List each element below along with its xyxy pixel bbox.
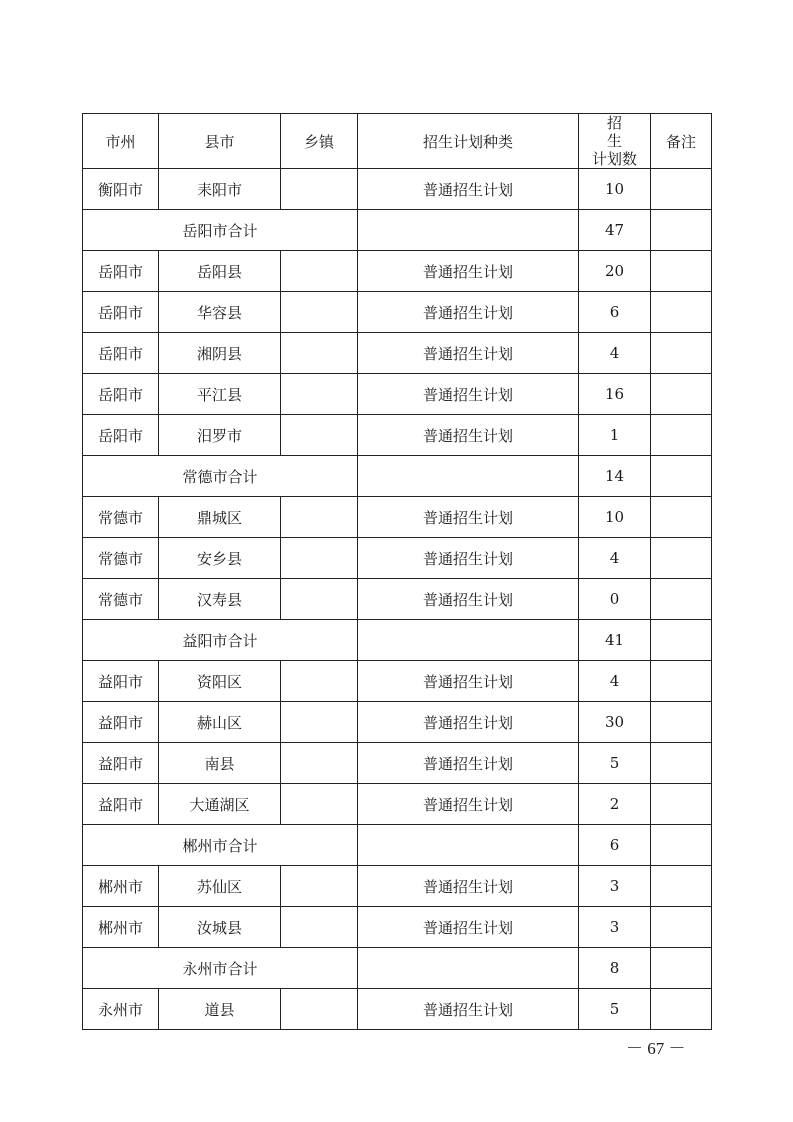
plan-type-cell: 普通招生计划: [358, 497, 579, 538]
header-plan-count-line1: 招 生: [606, 114, 636, 150]
city-cell: 益阳市: [83, 743, 159, 784]
town-cell: [281, 169, 358, 210]
county-cell: 鼎城区: [159, 497, 281, 538]
remark-cell: [651, 169, 712, 210]
subtotal-label: 郴州市合计: [83, 825, 358, 866]
county-cell: 南县: [159, 743, 281, 784]
remark-cell: [651, 497, 712, 538]
subtotal-label: 常德市合计: [83, 456, 358, 497]
header-city: 市州: [83, 114, 159, 169]
town-cell: [281, 784, 358, 825]
table-row: [83, 415, 712, 456]
table-row: [83, 579, 712, 620]
plan-count-cell: 4: [579, 333, 651, 374]
plan-type-cell: 普通招生计划: [358, 907, 579, 948]
town-cell: [281, 661, 358, 702]
plan-type-cell: 普通招生计划: [358, 784, 579, 825]
remark-cell: [651, 251, 712, 292]
county-cell: 汝城县: [159, 907, 281, 948]
plan-count-cell: 6: [579, 825, 651, 866]
remark-cell: [651, 784, 712, 825]
plan-count-cell: 10: [579, 497, 651, 538]
plan-count-cell: 5: [579, 743, 651, 784]
table-row: [83, 251, 712, 292]
plan-type-cell: 普通招生计划: [358, 743, 579, 784]
plan-type-cell: [358, 620, 579, 661]
table-row: [83, 989, 712, 1030]
remark-cell: [651, 538, 712, 579]
table-row: [83, 784, 712, 825]
plan-count-cell: 0: [579, 579, 651, 620]
remark-cell: [651, 907, 712, 948]
plan-count-cell: 3: [579, 866, 651, 907]
city-cell: 常德市: [83, 579, 159, 620]
remark-cell: [651, 333, 712, 374]
remark-cell: [651, 374, 712, 415]
town-cell: [281, 989, 358, 1030]
plan-count-cell: 30: [579, 702, 651, 743]
plan-count-cell: 14: [579, 456, 651, 497]
header-plan-count-line2: 计划数: [591, 150, 637, 168]
town-cell: [281, 538, 358, 579]
enrollment-plan-sheet: [82, 113, 711, 1030]
remark-cell: [651, 415, 712, 456]
plan-type-cell: [358, 456, 579, 497]
city-cell: 常德市: [83, 538, 159, 579]
subtotal-label: 益阳市合计: [83, 620, 358, 661]
plan-type-cell: 普通招生计划: [358, 251, 579, 292]
town-cell: [281, 374, 358, 415]
remark-cell: [651, 702, 712, 743]
page-number: － 67 －: [626, 1039, 686, 1058]
header-county: 县市: [159, 114, 281, 169]
plan-count-cell: 5: [579, 989, 651, 1030]
subtotal-row: [83, 456, 712, 497]
city-cell: 岳阳市: [83, 251, 159, 292]
plan-count-cell: 6: [579, 292, 651, 333]
city-cell: 常德市: [83, 497, 159, 538]
subtotal-label: 永州市合计: [83, 948, 358, 989]
plan-count-cell: 10: [579, 169, 651, 210]
plan-type-cell: [358, 210, 579, 251]
city-cell: 岳阳市: [83, 374, 159, 415]
county-cell: 大通湖区: [159, 784, 281, 825]
subtotal-row: [83, 825, 712, 866]
plan-type-cell: 普通招生计划: [358, 702, 579, 743]
town-cell: [281, 497, 358, 538]
county-cell: 赫山区: [159, 702, 281, 743]
town-cell: [281, 251, 358, 292]
subtotal-row: [83, 210, 712, 251]
table-row: [83, 866, 712, 907]
plan-type-cell: 普通招生计划: [358, 374, 579, 415]
table-body: [83, 169, 712, 1030]
enrollment-plan-table: [82, 113, 712, 1030]
remark-cell: [651, 210, 712, 251]
table-row: [83, 374, 712, 415]
remark-cell: [651, 579, 712, 620]
subtotal-row: [83, 948, 712, 989]
plan-type-cell: 普通招生计划: [358, 989, 579, 1030]
subtotal-label: 岳阳市合计: [83, 210, 358, 251]
plan-count-cell: 3: [579, 907, 651, 948]
county-cell: 道县: [159, 989, 281, 1030]
town-cell: [281, 415, 358, 456]
plan-count-cell: 20: [579, 251, 651, 292]
table-row: [83, 907, 712, 948]
plan-type-cell: 普通招生计划: [358, 169, 579, 210]
header-plan-type: 招生计划种类: [358, 114, 579, 169]
header-remark: 备注: [651, 114, 712, 169]
table-row: [83, 743, 712, 784]
remark-cell: [651, 948, 712, 989]
city-cell: 郴州市: [83, 907, 159, 948]
subtotal-row: [83, 620, 712, 661]
remark-cell: [651, 825, 712, 866]
remark-cell: [651, 866, 712, 907]
town-cell: [281, 579, 358, 620]
remark-cell: [651, 989, 712, 1030]
remark-cell: [651, 743, 712, 784]
table-row: [83, 169, 712, 210]
city-cell: 益阳市: [83, 784, 159, 825]
county-cell: 平江县: [159, 374, 281, 415]
plan-count-cell: 4: [579, 538, 651, 579]
city-cell: 永州市: [83, 989, 159, 1030]
plan-type-cell: 普通招生计划: [358, 415, 579, 456]
county-cell: 华容县: [159, 292, 281, 333]
city-cell: 衡阳市: [83, 169, 159, 210]
town-cell: [281, 333, 358, 374]
county-cell: 苏仙区: [159, 866, 281, 907]
city-cell: 郴州市: [83, 866, 159, 907]
county-cell: 湘阴县: [159, 333, 281, 374]
table-row: [83, 661, 712, 702]
header-plan-count: [579, 114, 651, 169]
plan-type-cell: 普通招生计划: [358, 579, 579, 620]
plan-type-cell: 普通招生计划: [358, 292, 579, 333]
plan-type-cell: [358, 948, 579, 989]
city-cell: 岳阳市: [83, 333, 159, 374]
city-cell: 益阳市: [83, 661, 159, 702]
table-row: [83, 333, 712, 374]
plan-count-cell: 2: [579, 784, 651, 825]
plan-count-cell: 47: [579, 210, 651, 251]
plan-type-cell: 普通招生计划: [358, 866, 579, 907]
remark-cell: [651, 661, 712, 702]
table-row: [83, 702, 712, 743]
plan-count-cell: 16: [579, 374, 651, 415]
table-row: [83, 497, 712, 538]
table-row: [83, 292, 712, 333]
town-cell: [281, 292, 358, 333]
town-cell: [281, 702, 358, 743]
plan-count-cell: 41: [579, 620, 651, 661]
plan-type-cell: 普通招生计划: [358, 661, 579, 702]
plan-count-cell: 4: [579, 661, 651, 702]
table-header-row: [83, 114, 712, 169]
county-cell: 耒阳市: [159, 169, 281, 210]
plan-count-cell: 8: [579, 948, 651, 989]
plan-type-cell: 普通招生计划: [358, 538, 579, 579]
header-town: 乡镇: [281, 114, 358, 169]
county-cell: 汨罗市: [159, 415, 281, 456]
plan-type-cell: [358, 825, 579, 866]
remark-cell: [651, 620, 712, 661]
city-cell: 益阳市: [83, 702, 159, 743]
town-cell: [281, 907, 358, 948]
remark-cell: [651, 292, 712, 333]
county-cell: 资阳区: [159, 661, 281, 702]
county-cell: 岳阳县: [159, 251, 281, 292]
table-row: [83, 538, 712, 579]
plan-count-cell: 1: [579, 415, 651, 456]
city-cell: 岳阳市: [83, 292, 159, 333]
plan-type-cell: 普通招生计划: [358, 333, 579, 374]
remark-cell: [651, 456, 712, 497]
county-cell: 安乡县: [159, 538, 281, 579]
city-cell: 岳阳市: [83, 415, 159, 456]
town-cell: [281, 866, 358, 907]
town-cell: [281, 743, 358, 784]
county-cell: 汉寿县: [159, 579, 281, 620]
